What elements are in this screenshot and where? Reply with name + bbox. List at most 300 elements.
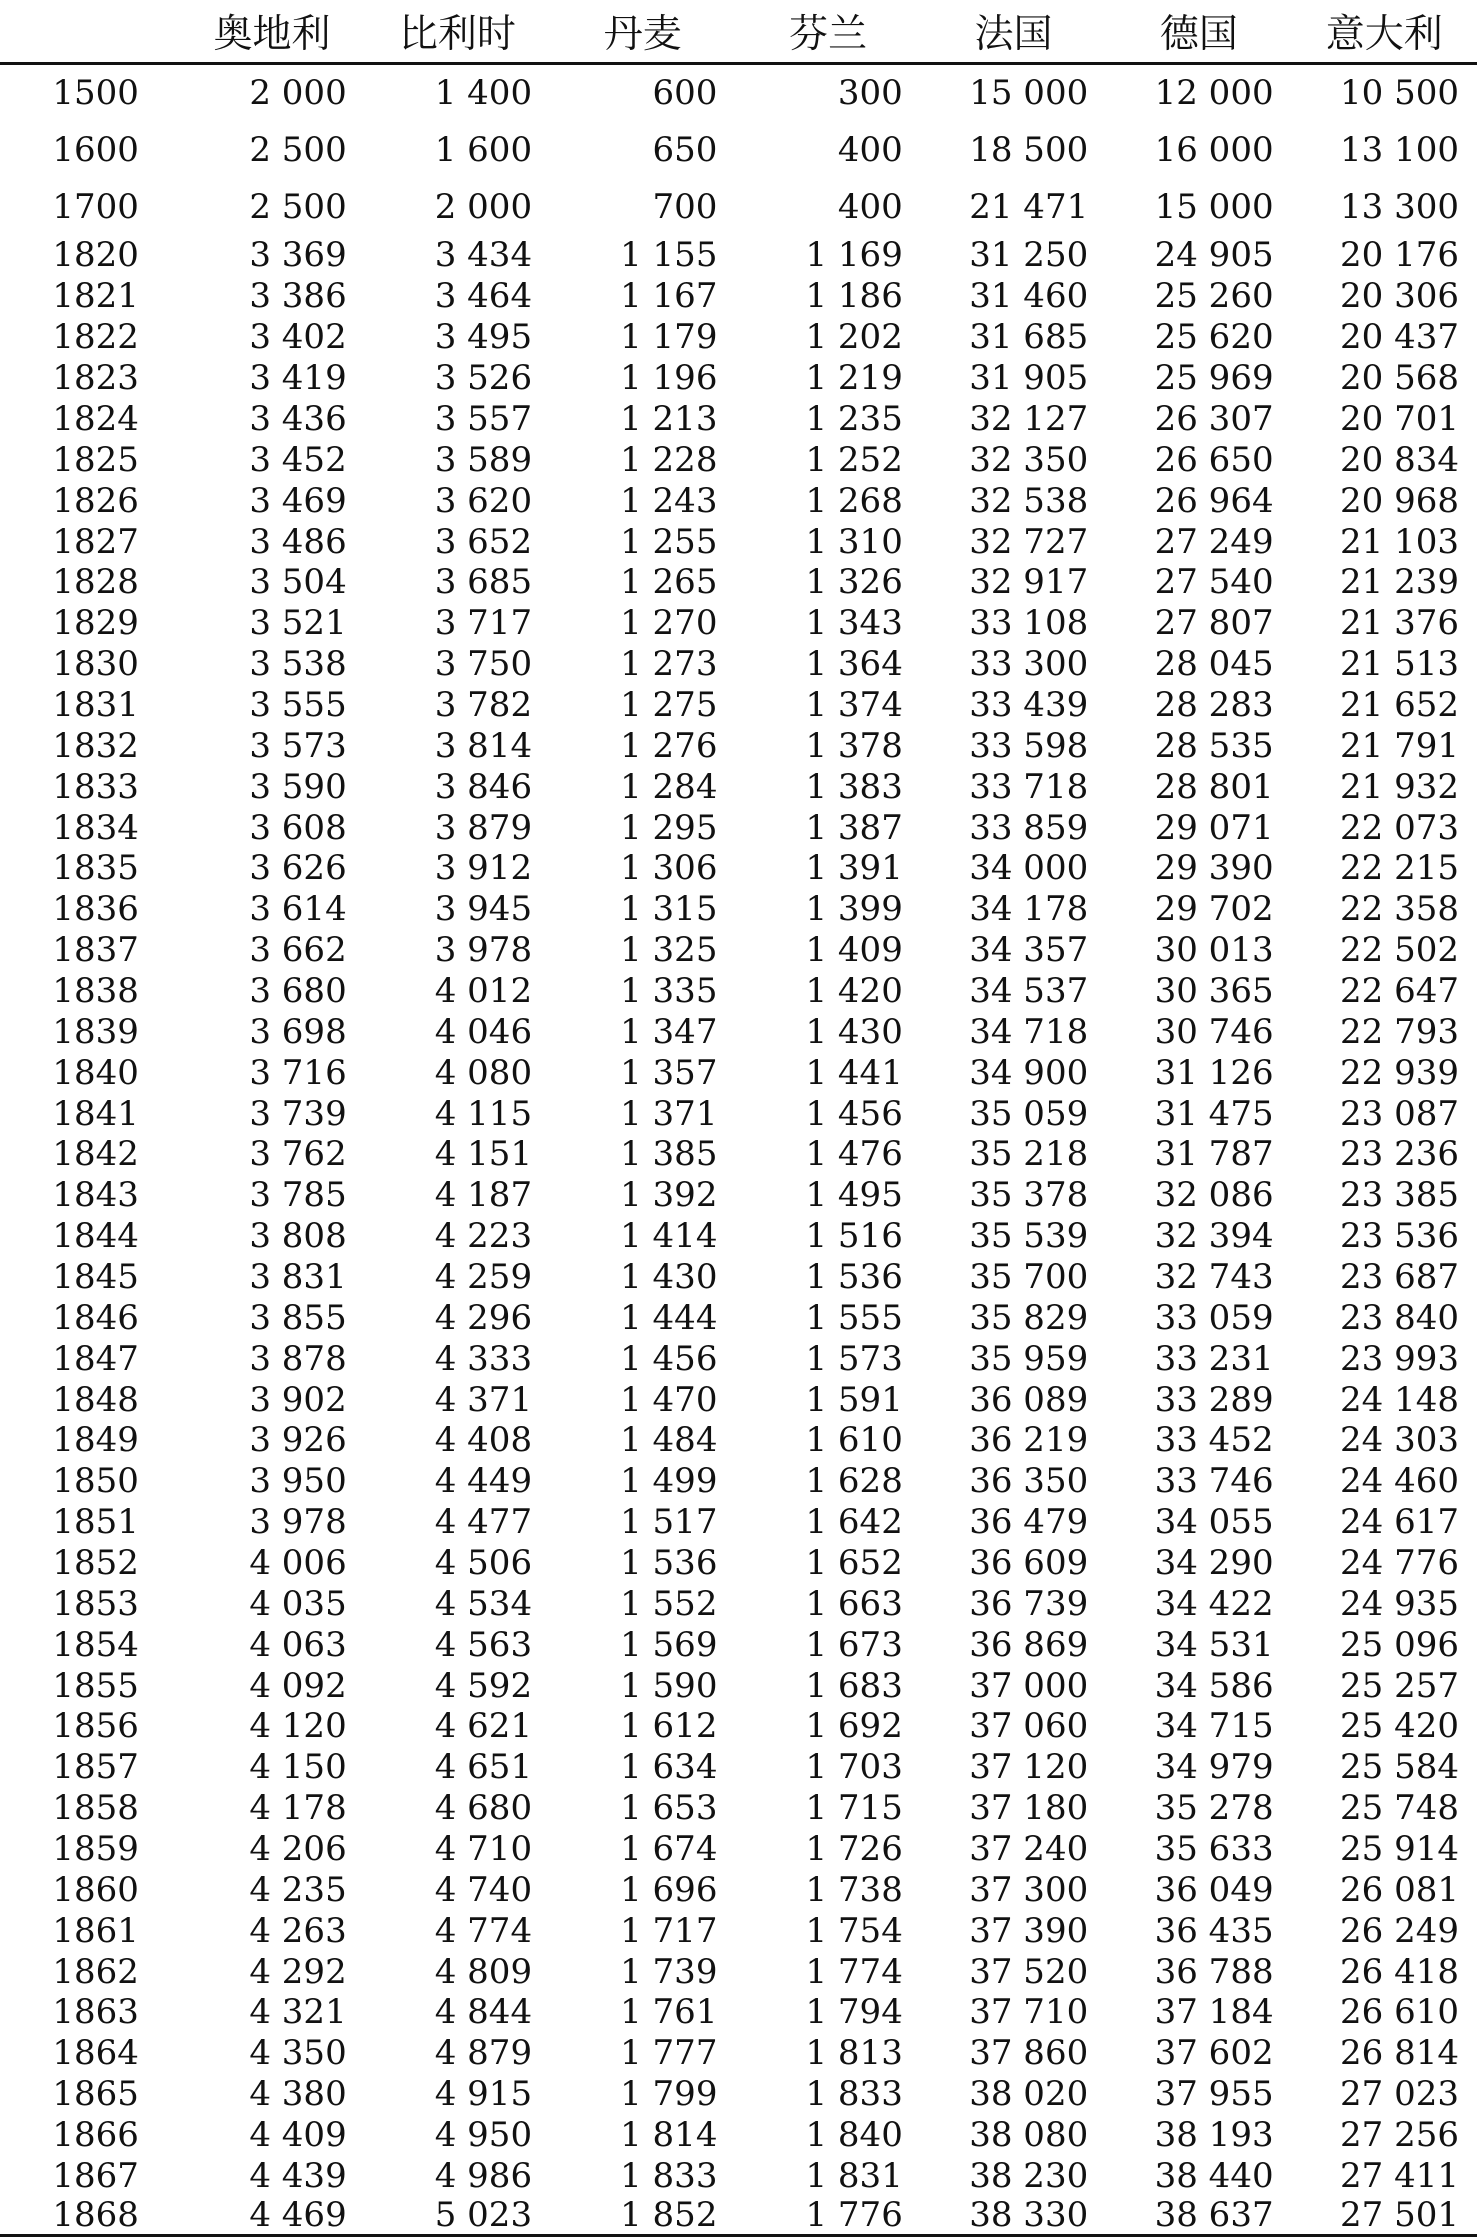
value-cell: 1 555 bbox=[805, 1297, 903, 1338]
value-cell: 31 460 bbox=[969, 276, 1089, 317]
value-cell: 31 685 bbox=[969, 317, 1089, 358]
value-cell: 2 500 bbox=[249, 186, 347, 227]
value-cell: 31 905 bbox=[969, 358, 1089, 399]
value-cell: 3 557 bbox=[434, 398, 533, 439]
column-header-country: 比利时 bbox=[365, 0, 550, 64]
value-cell: 27 540 bbox=[1154, 562, 1274, 603]
value-cell: 37 060 bbox=[969, 1706, 1089, 1747]
table-row bbox=[0, 1379, 1477, 1420]
value-cell: 38 080 bbox=[969, 2115, 1089, 2156]
value-cell: 1 814 bbox=[620, 2115, 718, 2156]
value-cell: 1 715 bbox=[805, 1788, 903, 1829]
value-cell: 33 718 bbox=[969, 766, 1089, 807]
value-cell: 37 120 bbox=[969, 1747, 1089, 1788]
table-row bbox=[0, 1502, 1477, 1543]
value-cell: 1 642 bbox=[805, 1502, 903, 1543]
value-cell: 4 506 bbox=[434, 1542, 533, 1583]
value-cell: 600 bbox=[652, 73, 718, 114]
value-cell: 37 710 bbox=[969, 1992, 1089, 2033]
value-cell: 4 740 bbox=[434, 1869, 533, 1910]
value-cell: 25 969 bbox=[1154, 358, 1274, 399]
table-row bbox=[0, 1992, 1477, 2033]
value-cell: 37 000 bbox=[969, 1665, 1089, 1706]
value-cell: 3 486 bbox=[249, 521, 347, 562]
value-cell: 1 852 bbox=[550, 2196, 735, 2236]
year-cell: 1822 bbox=[52, 317, 139, 358]
value-cell: 3 419 bbox=[249, 358, 347, 399]
value-cell: 32 127 bbox=[969, 398, 1089, 439]
value-cell: 16 000 bbox=[1154, 130, 1274, 171]
value-cell: 1 347 bbox=[620, 1011, 718, 1052]
table-row bbox=[0, 317, 1477, 358]
value-cell: 4 809 bbox=[434, 1951, 533, 1992]
value-cell: 3 495 bbox=[434, 317, 533, 358]
value-cell: 13 100 bbox=[1340, 130, 1459, 171]
year-cell: 1827 bbox=[52, 521, 139, 562]
value-cell: 3 978 bbox=[434, 930, 533, 971]
value-cell: 4 621 bbox=[434, 1706, 533, 1747]
table-row bbox=[0, 971, 1477, 1012]
value-cell: 33 439 bbox=[969, 684, 1089, 725]
value-cell: 1 799 bbox=[620, 2074, 718, 2115]
value-cell: 25 260 bbox=[1154, 276, 1274, 317]
year-cell: 1861 bbox=[52, 1910, 139, 1951]
value-cell: 3 785 bbox=[249, 1175, 347, 1216]
value-cell: 1 726 bbox=[805, 1829, 903, 1869]
value-cell: 21 791 bbox=[1340, 725, 1459, 766]
value-cell: 30 746 bbox=[1154, 1011, 1274, 1052]
value-cell: 3 464 bbox=[434, 276, 533, 317]
value-cell: 26 418 bbox=[1340, 1951, 1459, 1992]
value-cell: 31 250 bbox=[969, 235, 1089, 276]
value-cell: 1 387 bbox=[805, 807, 903, 848]
value-cell: 1 794 bbox=[805, 1992, 903, 2033]
value-cell: 4 986 bbox=[434, 2155, 533, 2196]
value-cell: 1 739 bbox=[620, 1951, 718, 1992]
value-cell: 20 968 bbox=[1340, 480, 1459, 521]
table-row bbox=[0, 1461, 1477, 1502]
value-cell: 1 470 bbox=[620, 1379, 718, 1420]
value-cell: 1 430 bbox=[805, 1011, 903, 1052]
column-header-year bbox=[0, 0, 179, 64]
column-header-country: 奥地利 bbox=[179, 0, 364, 64]
value-cell: 4 206 bbox=[249, 1829, 347, 1869]
value-cell: 21 239 bbox=[1340, 562, 1459, 603]
value-cell: 1 186 bbox=[805, 276, 903, 317]
value-cell: 28 283 bbox=[1154, 684, 1274, 725]
value-cell: 32 743 bbox=[1154, 1256, 1274, 1297]
column-header-country: 法国 bbox=[921, 0, 1106, 64]
value-cell: 1 600 bbox=[434, 130, 533, 171]
value-cell: 34 422 bbox=[1154, 1583, 1274, 1624]
value-cell: 33 746 bbox=[1154, 1461, 1274, 1502]
value-cell: 1 652 bbox=[805, 1542, 903, 1583]
value-cell: 1 265 bbox=[620, 562, 718, 603]
table-row bbox=[0, 276, 1477, 317]
value-cell: 21 471 bbox=[969, 186, 1089, 227]
value-cell: 1 420 bbox=[805, 970, 903, 1011]
column-header-country: 丹麦 bbox=[550, 0, 735, 64]
value-cell: 36 219 bbox=[969, 1420, 1089, 1461]
value-cell: 3 620 bbox=[434, 480, 533, 521]
value-cell: 34 718 bbox=[969, 1011, 1089, 1052]
value-cell: 1 590 bbox=[620, 1665, 718, 1706]
value-cell: 1 409 bbox=[805, 930, 903, 971]
value-cell: 3 750 bbox=[434, 644, 533, 685]
table-row bbox=[0, 1338, 1477, 1379]
value-cell: 3 521 bbox=[249, 603, 347, 644]
value-cell: 1 430 bbox=[620, 1256, 718, 1297]
value-cell: 38 330 bbox=[921, 2196, 1106, 2236]
value-cell: 23 687 bbox=[1340, 1256, 1459, 1297]
value-cell: 3 716 bbox=[249, 1052, 347, 1093]
table-row bbox=[0, 725, 1477, 766]
value-cell: 4 592 bbox=[434, 1665, 533, 1706]
year-cell: 1834 bbox=[52, 807, 139, 848]
value-cell: 3 814 bbox=[434, 725, 533, 766]
year-cell: 1868 bbox=[0, 2196, 179, 2236]
value-cell: 27 023 bbox=[1340, 2074, 1459, 2115]
value-cell: 27 411 bbox=[1340, 2155, 1459, 2196]
value-cell: 35 539 bbox=[969, 1216, 1089, 1257]
value-cell: 32 086 bbox=[1154, 1175, 1274, 1216]
value-cell: 15 000 bbox=[1154, 186, 1274, 227]
year-cell: 1837 bbox=[52, 930, 139, 971]
value-cell: 1 276 bbox=[620, 725, 718, 766]
year-cell: 1850 bbox=[52, 1461, 139, 1502]
value-cell: 1 696 bbox=[620, 1869, 718, 1910]
table-row bbox=[0, 889, 1477, 930]
value-cell: 34 900 bbox=[969, 1052, 1089, 1093]
year-cell: 1824 bbox=[52, 398, 139, 439]
value-cell: 35 378 bbox=[969, 1175, 1089, 1216]
value-cell: 1 155 bbox=[620, 235, 718, 276]
value-cell: 3 698 bbox=[249, 1011, 347, 1052]
table-row bbox=[0, 399, 1477, 440]
value-cell: 4 844 bbox=[434, 1992, 533, 2033]
table-row bbox=[0, 2196, 1477, 2236]
value-cell: 20 306 bbox=[1340, 276, 1459, 317]
value-cell: 23 536 bbox=[1340, 1216, 1459, 1257]
year-cell: 1846 bbox=[52, 1297, 139, 1338]
value-cell: 27 501 bbox=[1292, 2196, 1477, 2236]
table-row bbox=[0, 358, 1477, 399]
year-cell: 1853 bbox=[52, 1583, 139, 1624]
value-cell: 35 700 bbox=[969, 1256, 1089, 1297]
value-cell: 32 727 bbox=[969, 521, 1089, 562]
value-cell: 25 584 bbox=[1340, 1747, 1459, 1788]
value-cell: 1 813 bbox=[805, 2033, 903, 2074]
value-cell: 1 456 bbox=[805, 1093, 903, 1134]
value-cell: 1 213 bbox=[620, 398, 718, 439]
value-cell: 1 268 bbox=[805, 480, 903, 521]
value-cell: 37 520 bbox=[969, 1951, 1089, 1992]
value-cell: 3 469 bbox=[249, 480, 347, 521]
value-cell: 2 000 bbox=[434, 186, 533, 227]
value-cell: 3 878 bbox=[249, 1338, 347, 1379]
table-row bbox=[0, 766, 1477, 807]
table-row bbox=[0, 2074, 1477, 2115]
value-cell: 4 115 bbox=[434, 1093, 533, 1134]
value-cell: 20 701 bbox=[1340, 398, 1459, 439]
value-cell: 27 249 bbox=[1154, 521, 1274, 562]
value-cell: 3 538 bbox=[249, 644, 347, 685]
table-row bbox=[0, 521, 1477, 562]
value-cell: 4 350 bbox=[249, 2033, 347, 2074]
value-cell: 23 385 bbox=[1340, 1175, 1459, 1216]
value-cell: 1 400 bbox=[434, 73, 533, 114]
value-cell: 1 495 bbox=[805, 1175, 903, 1216]
value-cell: 1 674 bbox=[620, 1829, 718, 1869]
value-cell: 3 950 bbox=[249, 1461, 347, 1502]
value-cell: 21 932 bbox=[1340, 766, 1459, 807]
value-cell: 3 808 bbox=[249, 1216, 347, 1257]
value-cell: 4 150 bbox=[249, 1747, 347, 1788]
value-cell: 38 637 bbox=[1106, 2196, 1291, 2236]
year-cell: 1864 bbox=[52, 2033, 139, 2074]
year-cell: 1826 bbox=[52, 480, 139, 521]
value-cell: 22 358 bbox=[1340, 889, 1459, 930]
value-cell: 3 846 bbox=[434, 766, 533, 807]
column-header-country: 德国 bbox=[1106, 0, 1291, 64]
value-cell: 1 761 bbox=[620, 1992, 718, 2033]
value-cell: 4 292 bbox=[249, 1951, 347, 1992]
value-cell: 3 504 bbox=[249, 562, 347, 603]
year-cell: 1856 bbox=[52, 1706, 139, 1747]
year-cell: 1852 bbox=[52, 1542, 139, 1583]
table-body bbox=[0, 64, 1477, 2236]
value-cell: 4 439 bbox=[249, 2155, 347, 2196]
value-cell: 37 955 bbox=[1154, 2074, 1274, 2115]
value-cell: 1 552 bbox=[620, 1583, 718, 1624]
value-cell: 1 252 bbox=[805, 439, 903, 480]
value-cell: 1 371 bbox=[620, 1093, 718, 1134]
table-row bbox=[0, 1257, 1477, 1298]
table-row bbox=[0, 2155, 1477, 2196]
value-cell: 25 914 bbox=[1340, 1829, 1459, 1869]
table-row bbox=[0, 1297, 1477, 1338]
table-row bbox=[0, 1420, 1477, 1461]
value-cell: 31 475 bbox=[1154, 1093, 1274, 1134]
value-cell: 400 bbox=[837, 130, 903, 171]
year-cell: 1832 bbox=[52, 725, 139, 766]
value-cell: 1 202 bbox=[805, 317, 903, 358]
table-row bbox=[0, 439, 1477, 480]
table-row bbox=[0, 685, 1477, 726]
value-cell: 4 035 bbox=[249, 1583, 347, 1624]
value-cell: 1 295 bbox=[620, 807, 718, 848]
value-cell: 4 915 bbox=[434, 2074, 533, 2115]
value-cell: 33 059 bbox=[1154, 1297, 1274, 1338]
value-cell: 4 879 bbox=[434, 2033, 533, 2074]
value-cell: 3 879 bbox=[434, 807, 533, 848]
value-cell: 1 536 bbox=[805, 1256, 903, 1297]
year-cell: 1839 bbox=[52, 1011, 139, 1052]
value-cell: 26 650 bbox=[1154, 439, 1274, 480]
value-cell: 27 807 bbox=[1154, 603, 1274, 644]
value-cell: 36 435 bbox=[1154, 1910, 1274, 1951]
value-cell: 34 531 bbox=[1154, 1624, 1274, 1665]
value-cell: 37 300 bbox=[969, 1869, 1089, 1910]
value-cell: 22 215 bbox=[1340, 848, 1459, 889]
value-cell: 28 801 bbox=[1154, 766, 1274, 807]
value-cell: 35 633 bbox=[1154, 1829, 1274, 1869]
value-cell: 700 bbox=[652, 186, 718, 227]
value-cell: 35 829 bbox=[969, 1297, 1089, 1338]
value-cell: 21 652 bbox=[1340, 684, 1459, 725]
value-cell: 3 652 bbox=[434, 521, 533, 562]
value-cell: 25 420 bbox=[1340, 1706, 1459, 1747]
value-cell: 1 441 bbox=[805, 1052, 903, 1093]
year-cell: 1825 bbox=[52, 439, 139, 480]
value-cell: 3 436 bbox=[249, 398, 347, 439]
value-cell: 26 249 bbox=[1340, 1910, 1459, 1951]
year-cell: 1833 bbox=[52, 766, 139, 807]
value-cell: 300 bbox=[837, 73, 903, 114]
year-cell: 1823 bbox=[52, 358, 139, 399]
value-cell: 3 589 bbox=[434, 439, 533, 480]
year-cell: 1600 bbox=[52, 130, 139, 171]
year-cell: 1867 bbox=[52, 2155, 139, 2196]
value-cell: 33 300 bbox=[969, 644, 1089, 685]
value-cell: 22 793 bbox=[1340, 1011, 1459, 1052]
table-row bbox=[0, 235, 1477, 276]
value-cell: 29 071 bbox=[1154, 807, 1274, 848]
value-cell: 1 167 bbox=[620, 276, 718, 317]
value-cell: 30 365 bbox=[1154, 970, 1274, 1011]
value-cell: 38 440 bbox=[1154, 2155, 1274, 2196]
table-row bbox=[0, 1583, 1477, 1624]
value-cell: 4 333 bbox=[434, 1338, 533, 1379]
value-cell: 1 284 bbox=[620, 766, 718, 807]
value-cell: 36 869 bbox=[969, 1624, 1089, 1665]
value-cell: 24 460 bbox=[1340, 1461, 1459, 1502]
value-cell: 1 243 bbox=[620, 480, 718, 521]
value-cell: 1 343 bbox=[805, 603, 903, 644]
value-cell: 38 020 bbox=[969, 2074, 1089, 2115]
value-cell: 3 526 bbox=[434, 358, 533, 399]
table-row bbox=[0, 848, 1477, 889]
value-cell: 32 538 bbox=[969, 480, 1089, 521]
value-cell: 34 290 bbox=[1154, 1542, 1274, 1583]
value-cell: 23 993 bbox=[1340, 1338, 1459, 1379]
value-cell: 1 414 bbox=[620, 1216, 718, 1257]
value-cell: 3 739 bbox=[249, 1093, 347, 1134]
value-cell: 5 023 bbox=[365, 2196, 550, 2236]
value-cell: 35 278 bbox=[1154, 1788, 1274, 1829]
value-cell: 34 537 bbox=[969, 970, 1089, 1011]
value-cell: 4 680 bbox=[434, 1788, 533, 1829]
year-cell: 1831 bbox=[52, 684, 139, 725]
value-cell: 24 935 bbox=[1340, 1583, 1459, 1624]
value-cell: 35 959 bbox=[969, 1338, 1089, 1379]
value-cell: 4 080 bbox=[434, 1052, 533, 1093]
value-cell: 4 774 bbox=[434, 1910, 533, 1951]
value-cell: 36 609 bbox=[969, 1542, 1089, 1583]
value-cell: 1 228 bbox=[620, 439, 718, 480]
value-cell: 25 096 bbox=[1340, 1624, 1459, 1665]
value-cell: 4 477 bbox=[434, 1502, 533, 1543]
table-row bbox=[0, 2033, 1477, 2074]
value-cell: 29 390 bbox=[1154, 848, 1274, 889]
year-cell: 1835 bbox=[52, 848, 139, 889]
table-row bbox=[0, 64, 1477, 122]
value-cell: 4 046 bbox=[434, 1011, 533, 1052]
table-row bbox=[0, 122, 1477, 179]
value-cell: 1 833 bbox=[620, 2155, 718, 2196]
table-row bbox=[0, 1788, 1477, 1829]
value-cell: 34 979 bbox=[1154, 1747, 1274, 1788]
value-cell: 3 855 bbox=[249, 1297, 347, 1338]
value-cell: 3 626 bbox=[249, 848, 347, 889]
year-cell: 1855 bbox=[52, 1665, 139, 1706]
value-cell: 2 500 bbox=[249, 130, 347, 171]
value-cell: 36 788 bbox=[1154, 1951, 1274, 1992]
value-cell: 21 513 bbox=[1340, 644, 1459, 685]
value-cell: 29 702 bbox=[1154, 889, 1274, 930]
value-cell: 4 223 bbox=[434, 1216, 533, 1257]
table-row bbox=[0, 1134, 1477, 1175]
value-cell: 3 926 bbox=[249, 1420, 347, 1461]
value-cell: 1 364 bbox=[805, 644, 903, 685]
year-cell: 1820 bbox=[52, 235, 139, 276]
value-cell: 1 634 bbox=[620, 1747, 718, 1788]
value-cell: 24 905 bbox=[1154, 235, 1274, 276]
value-cell: 3 978 bbox=[249, 1502, 347, 1543]
value-cell: 21 103 bbox=[1340, 521, 1459, 562]
value-cell: 23 236 bbox=[1340, 1134, 1459, 1175]
value-cell: 1 663 bbox=[805, 1583, 903, 1624]
value-cell: 37 390 bbox=[969, 1910, 1089, 1951]
table-row bbox=[0, 1747, 1477, 1788]
value-cell: 1 306 bbox=[620, 848, 718, 889]
value-cell: 22 502 bbox=[1340, 930, 1459, 971]
year-cell: 1866 bbox=[52, 2115, 139, 2156]
value-cell: 1 357 bbox=[620, 1052, 718, 1093]
value-cell: 3 717 bbox=[434, 603, 533, 644]
table-row bbox=[0, 178, 1477, 235]
value-cell: 3 945 bbox=[434, 889, 533, 930]
value-cell: 1 219 bbox=[805, 358, 903, 399]
value-cell: 1 196 bbox=[620, 358, 718, 399]
value-cell: 1 612 bbox=[620, 1706, 718, 1747]
year-cell: 1500 bbox=[52, 73, 139, 114]
value-cell: 3 902 bbox=[249, 1379, 347, 1420]
value-cell: 1 392 bbox=[620, 1175, 718, 1216]
value-cell: 38 230 bbox=[969, 2155, 1089, 2196]
value-cell: 4 120 bbox=[249, 1706, 347, 1747]
table-row bbox=[0, 807, 1477, 848]
value-cell: 25 257 bbox=[1340, 1665, 1459, 1706]
table-row bbox=[0, 1052, 1477, 1093]
value-cell: 35 218 bbox=[969, 1134, 1089, 1175]
value-cell: 34 178 bbox=[969, 889, 1089, 930]
value-cell: 4 371 bbox=[434, 1379, 533, 1420]
value-cell: 4 950 bbox=[434, 2115, 533, 2156]
table-row bbox=[0, 1951, 1477, 1992]
value-cell: 1 738 bbox=[805, 1869, 903, 1910]
value-cell: 1 315 bbox=[620, 889, 718, 930]
value-cell: 1 499 bbox=[620, 1461, 718, 1502]
value-cell: 32 394 bbox=[1154, 1216, 1274, 1257]
value-cell: 1 456 bbox=[620, 1338, 718, 1379]
table-row bbox=[0, 1665, 1477, 1706]
table-row bbox=[0, 1869, 1477, 1910]
value-cell: 1 831 bbox=[805, 2155, 903, 2196]
value-cell: 33 108 bbox=[969, 603, 1089, 644]
table-row bbox=[0, 1093, 1477, 1134]
value-cell: 36 350 bbox=[969, 1461, 1089, 1502]
